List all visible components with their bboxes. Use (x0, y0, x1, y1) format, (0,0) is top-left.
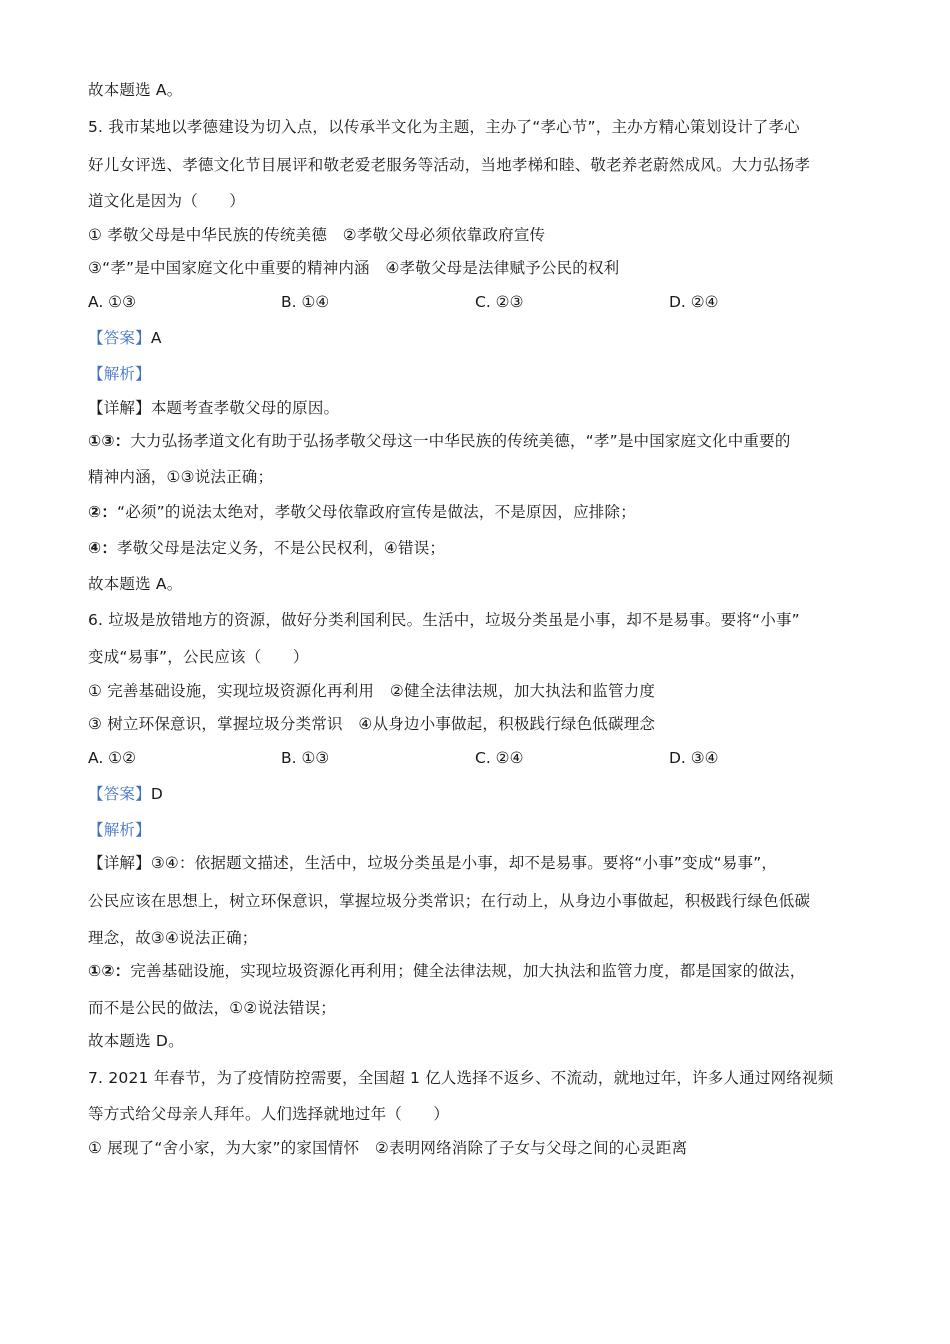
q6-detail-1-cont-2: 理念，故③④说法正确； (88, 929, 258, 947)
detail-label: 【详解】 (88, 399, 151, 417)
detail-label: 【详解】 (88, 854, 151, 872)
q5-detail-2 (88, 502, 636, 522)
q6-analysis-label: 【解析】 (88, 821, 151, 839)
q6-option-a: A. ①② (88, 749, 136, 767)
detail-text: “必须”的说法太绝对，孝敬父母依靠政府宣传是做法，不是原因，应排除； (117, 503, 636, 521)
conclusion-q4: 故本题选 A。 (88, 81, 183, 99)
q5-option-c: C. ②③ (475, 293, 524, 311)
detail-text: ③④：依据题文描述，生活中，垃圾分类虽是小事，却不是易事。要将“小事”变成“易事”， (150, 854, 778, 872)
detail-text: 本题考查孝敬父母的原因。 (150, 399, 340, 417)
statement-ref: ④： (88, 539, 118, 557)
detail-text: 完善基础设施，实现垃圾资源化再利用；健全法律法规，加大执法和监管力度，都是国家的做法， (130, 962, 806, 980)
q5-detail-3 (88, 538, 445, 558)
question-5-statements-1: ① 孝敬父母是中华民族的传统美德 ②孝敬父母必须依靠政府宣传 (88, 226, 546, 244)
conclusion-q5: 故本题选 A。 (88, 575, 183, 593)
q6-detail-2-cont: 而不是公民的做法，①②说法错误； (88, 999, 336, 1017)
answer-label: 【答案】 (88, 329, 151, 347)
detail-text: 大力弘扬孝道文化有助于弘扬孝敬父母这一中华民族的传统美德，“孝”是中国家庭文化中重要的 (130, 432, 791, 450)
q5-detail-row (88, 398, 339, 418)
q5-option-b: B. ①④ (281, 293, 330, 311)
question-6-stem-line-2: 变成“易事”，公民应该（ ） (88, 648, 309, 666)
q6-option-c: C. ②④ (475, 749, 524, 767)
question-5-statements-2: ③“孝”是中国家庭文化中重要的精神内涵 ④孝敬父母是法律赋予公民的权利 (88, 259, 620, 277)
conclusion-q6: 故本题选 D。 (88, 1032, 184, 1050)
question-7-stem-line-2: 等方式给父母亲人拜年。人们选择就地过年（ ） (88, 1105, 450, 1123)
question-5-stem-line-2: 好儿女评选、孝德文化节目展评和敬老爱老服务等活动，当地孝梯和睦、敬老养老蔚然成风。大力弘扬孝 (88, 156, 811, 174)
q6-option-d: D. ③④ (669, 749, 719, 767)
question-7-statements-1: ① 展现了“舍小家，为大家”的家国情怀 ②表明网络消除了子女与父母之间的心灵距离 (88, 1139, 688, 1157)
answer-value: A (150, 329, 162, 347)
question-5-stem-line-1: 5. 我市某地以孝德建设为切入点，以传承半文化为主题，主办了“孝心节”，主办方精心策划设计了孝心 (88, 118, 800, 136)
question-6-statements-1: ① 完善基础设施，实现垃圾资源化再利用 ②健全法律法规，加大执法和监管力度 (88, 682, 656, 700)
q6-detail-1-cont: 公民应该在思想上，树立环保意识，掌握垃圾分类常识；在行动上，从身边小事做起，积极践行绿色低碳 (88, 892, 811, 910)
q5-analysis-label: 【解析】 (88, 365, 151, 383)
statement-ref: ②： (88, 503, 118, 521)
question-5-stem-line-3: 道文化是因为（ ） (88, 192, 246, 210)
question-7-stem-line-1: 7. 2021 年春节，为了疫情防控需要，全国超 1 亿人选择不返乡、不流动，就地过年，许多人通过网络视频 (88, 1069, 834, 1087)
answer-value: D (150, 785, 163, 803)
q5-answer-row (88, 328, 162, 348)
question-6-statements-2: ③ 树立环保意识，掌握垃圾分类常识 ④从身边小事做起，积极践行绿色低碳理念 (88, 715, 656, 733)
q6-option-b: B. ①③ (281, 749, 330, 767)
q6-detail-row (88, 853, 777, 873)
statement-ref: ①③： (88, 432, 131, 450)
q5-option-d: D. ②④ (669, 293, 719, 311)
q6-answer-row (88, 784, 163, 804)
q5-detail-1 (88, 431, 791, 451)
statement-ref: ①②： (88, 962, 131, 980)
question-6-stem-line-1: 6. 垃圾是放错地方的资源，做好分类利国利民。生活中，垃圾分类虽是小事，却不是易事。要将“小事” (88, 611, 800, 629)
q5-detail-1-cont: 精神内涵，①③说法正确； (88, 468, 274, 486)
answer-label: 【答案】 (88, 785, 151, 803)
detail-text: 孝敬父母是法定义务，不是公民权利，④错误； (117, 539, 446, 557)
q6-detail-2 (88, 961, 805, 981)
q5-option-a: A. ①③ (88, 293, 136, 311)
